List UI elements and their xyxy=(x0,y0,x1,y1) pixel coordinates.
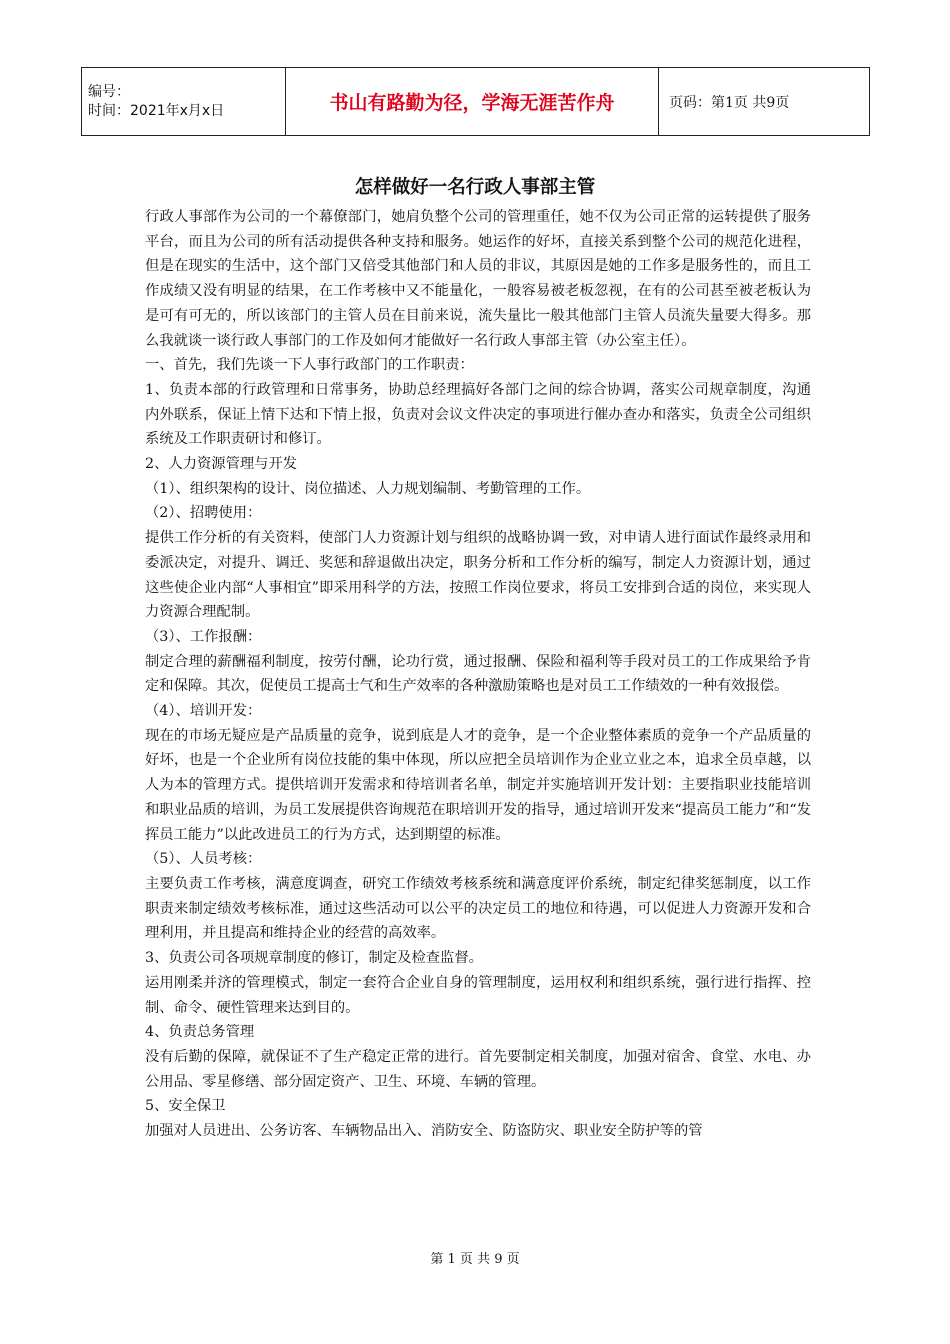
paragraph: 现在的市场无疑应是产品质量的竞争，说到底是人才的竞争，是一个企业整体素质的竞争一个产品质量的好坏，也是一个企业所有岗位技能的集中体现，所以应把全员培训作为企业立业之本，追求全员卓越，以人为本的管理方式。提供培训开发需求和待培训者名单，制定并实施培训开发计划：主要指职业技能培训和职业品质的培训，为员工发展提供咨询规范在职培训开发的指导，通过培训开发来“提高员工能力”和“发挥员工能力”以此改进员工的行为方式，达到期望的标准。 xyxy=(145,727,811,843)
paragraph: （2）、招聘使用： xyxy=(145,505,262,522)
document-number-label: 编号： xyxy=(88,83,130,100)
paragraph: 3、负责公司各项规章制度的修订，制定及检查监督。 xyxy=(145,950,483,967)
paragraph: （3）、工作报酬： xyxy=(145,628,262,645)
paragraph: 5、安全保卫 xyxy=(145,1098,226,1115)
paragraph: 制定合理的薪酬福利制度，按劳付酬，论功行赏，通过报酬、保险和福利等手段对员工的工作成果给予肯定和保障。其次，促使员工提高士气和生产效率的各种激励策略也是对员工工作绩效的一种有效报偿。 xyxy=(145,653,811,695)
paragraph: 4、负责总务管理 xyxy=(145,1024,255,1041)
paragraph: 主要负责工作考核，满意度调查，研究工作绩效考核系统和满意度评价系统，制定纪律奖惩制度，以工作职责来制定绩效考核标准，通过这些活动可以公平的决定员工的地位和待遇，可以促进人力资源开发和合理利用，并且提高和维持企业的经营的高效率。 xyxy=(145,875,811,942)
page-title: 怎样做好一名行政人事部主管 xyxy=(354,177,596,198)
header-table xyxy=(81,67,870,136)
paragraph: 1、负责本部的行政管理和日常事务，协助总经理搞好各部门之间的综合协调，落实公司规章制度，沟通内外联系，保证上情下达和下情上报，负责对会议文件决定的事项进行催办查办和落实，负责全公司组织系统及工作职责研讨和修订。 xyxy=(145,381,811,448)
paragraph: 2、人力资源管理与开发 xyxy=(145,456,298,473)
header-motto: 书山有路勤为径，学海无涯苦作舟 xyxy=(286,68,659,136)
paragraph: 一、首先，我们先谈一下人事行政部门的工作职责： xyxy=(145,357,474,374)
paragraph: 运用刚柔并济的管理模式，制定一套符合企业自身的管理制度，运用权利和组织系统，强行进行指挥、控制、命令、硬性管理来达到目的。 xyxy=(145,974,811,1016)
paragraph: 提供工作分析的有关资料，使部门人力资源计划与组织的战略协调一致，对申请人进行面试作最终录用和委派决定，对提升、调迁、奖惩和辞退做出决定，职务分析和工作分析的编写，制定人力资源计划，通过这些使企业内部“人事相宜”即采用科学的方法，按照工作岗位要求，将员工安排到合适的岗位，来实现人力资源合理配制。 xyxy=(145,530,811,621)
paragraph: （5）、人员考核： xyxy=(145,851,262,868)
header-page-info: 页码：第1页 共9页 xyxy=(659,68,870,136)
paragraph-intro: 行政人事部作为公司的一个幕僚部门，她肩负整个公司的管理重任，她不仅为公司正常的运转提供了服务平台，而且为公司的所有活动提供各种支持和服务。她运作的好坏，直接关系到整个公司的规范化进程，但是在现实的生活中，这个部门又倍受其他部门和人员的非议，其原因是她的工作多是服务性的，而且工作成绩又没有明显的结果，在工作考核中又不能量化，一般容易被老板忽视，在有的公司甚至被老板认为是可有可无的，所以该部门的主管人员在目前来说，流失量比一般其他部门主管人员流失量要大得多。那么我就谈一谈行政人事部门的工作及如何才能做好一名行政人事部主管（办公室主任）。 xyxy=(145,209,811,349)
paragraph: （1）、组织架构的设计、岗位描述、人力规划编制、考勤管理的工作。 xyxy=(145,480,591,497)
page-footer: 第 1 页 共 9 页 xyxy=(430,1252,520,1267)
document-body xyxy=(145,205,811,1144)
paragraph: （4）、培训开发： xyxy=(145,703,262,720)
header-meta-cell xyxy=(82,68,286,136)
paragraph: 没有后勤的保障，就保证不了生产稳定正常的进行。首先要制定相关制度，加强对宿舍、食堂、水电、办公用品、零星修缮、部分固定资产、卫生、环境、车辆的管理。 xyxy=(145,1048,811,1090)
document-time-label: 时间：2021年x月x日 xyxy=(88,102,225,119)
paragraph: 加强对人员进出、公务访客、车辆物品出入、消防安全、防盗防灾、职业安全防护等的管 xyxy=(145,1123,703,1140)
